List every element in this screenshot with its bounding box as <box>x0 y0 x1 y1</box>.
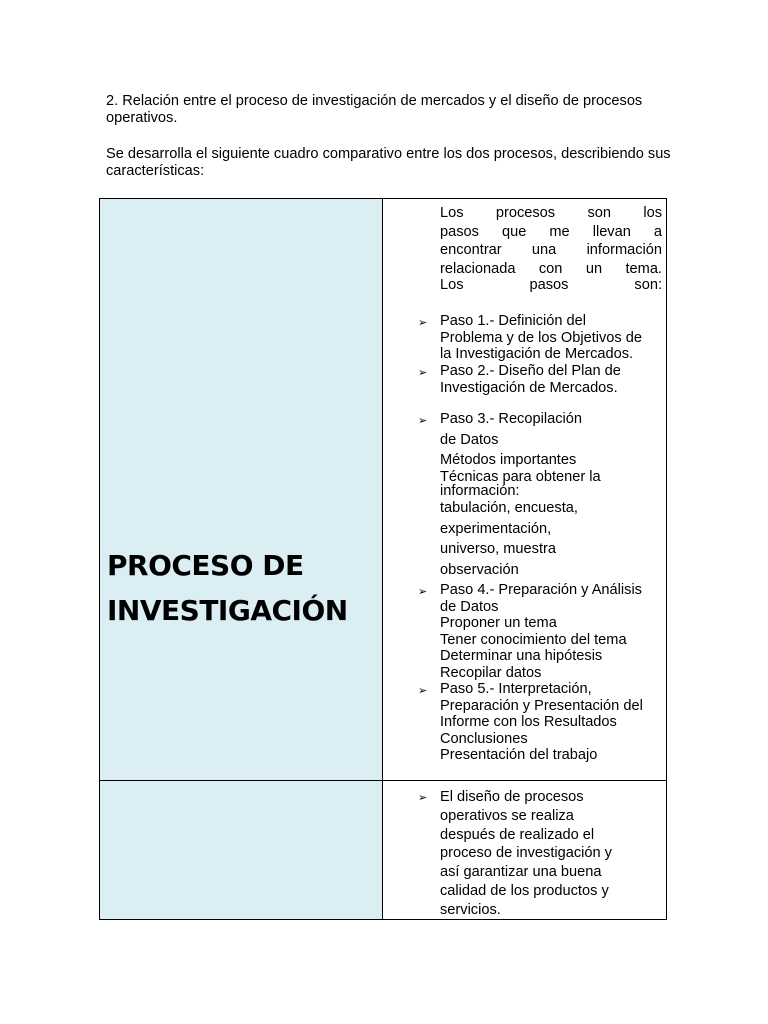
table-row <box>100 199 667 781</box>
bullet-arrow-icon: ➢ <box>418 317 428 329</box>
text-line: Recopilar datos <box>440 664 542 681</box>
text-line: calidad de los productos y <box>440 882 609 899</box>
bullet-arrow-icon: ➢ <box>418 367 428 379</box>
bullet-arrow-icon: ➢ <box>418 415 428 427</box>
paso-5 <box>440 681 662 764</box>
text-line: servicios. <box>440 901 501 918</box>
text-line: Proponer un tema <box>440 615 557 631</box>
text-line: experimentación, <box>440 520 552 537</box>
text-line: información: <box>440 483 520 499</box>
text-line: Conclusiones <box>440 730 528 747</box>
paso-3 <box>440 411 662 578</box>
text-line: Tener conocimiento del tema <box>440 631 627 648</box>
text-line: tabulación, encuesta, <box>440 500 578 516</box>
title-line: PROCESO DE <box>107 549 304 582</box>
left-cell-investigacion <box>100 199 383 781</box>
text-line: después de realizado el <box>440 826 595 843</box>
table-row <box>100 781 667 920</box>
intro-paragraph: Se desarrolla el siguiente cuadro comparativo entre los dos procesos, describiendo sus características: <box>106 146 671 179</box>
bullet-arrow-icon: ➢ <box>418 586 428 598</box>
pasos-label: Los pasos son: <box>440 277 662 293</box>
text-line: Paso 3.- Recopilación <box>440 411 582 427</box>
text-line: Informe con los Resultados <box>440 714 617 730</box>
text-line: Problema y de los Objetivos de <box>440 329 642 346</box>
text-line: así garantizar una buena <box>440 864 602 881</box>
text-line: Paso 5.- Interpretación, <box>440 681 592 697</box>
text-line: Investigación de Mercados. <box>440 379 618 396</box>
section-heading: 2. Relación entre el proceso de investigación de mercados y el diseño de procesos operativos. <box>106 93 643 126</box>
text-line: universo, muestra <box>440 541 556 557</box>
bullet-arrow-icon: ➢ <box>418 792 428 804</box>
text-line: pasos que me llevan a <box>440 223 662 240</box>
text-line: Los procesos son los <box>440 205 662 221</box>
text-line: Paso 2.- Diseño del Plan de <box>440 363 621 379</box>
text-line: El diseño de procesos <box>440 789 584 805</box>
text-line: Presentación del trabajo <box>440 747 598 763</box>
right-cell-investigacion <box>383 199 667 781</box>
text-line: Preparación y Presentación del <box>440 697 643 714</box>
text-line: encontrar una información <box>440 242 662 258</box>
paso-1 <box>440 313 662 363</box>
left-cell-title <box>107 543 348 633</box>
text-line: la Investigación de Mercados. <box>440 346 634 362</box>
text-line: Paso 4.- Preparación y Análisis <box>440 582 642 598</box>
right-cell-diseno <box>383 781 667 920</box>
text-line: Determinar una hipótesis <box>440 648 603 664</box>
text-line: operativos se realiza <box>440 807 574 824</box>
text-line: Técnicas para obtener la <box>440 468 601 485</box>
intro-text <box>440 205 662 294</box>
paso-4 <box>440 582 662 681</box>
paso-2 <box>440 363 662 396</box>
title-line: INVESTIGACIÓN <box>107 594 348 627</box>
text-line: relacionada con un tema. <box>440 260 662 277</box>
bullet-arrow-icon: ➢ <box>418 685 428 697</box>
text-line: de Datos <box>440 431 499 448</box>
text-line: de Datos <box>440 598 499 615</box>
text-line: Paso 1.- Definición del <box>440 313 587 329</box>
text-line: Métodos importantes <box>440 452 577 468</box>
left-cell-diseno <box>100 781 383 920</box>
text-line: observación <box>440 561 519 578</box>
diseno-text <box>440 788 662 920</box>
text-line: proceso de investigación y <box>440 845 612 862</box>
